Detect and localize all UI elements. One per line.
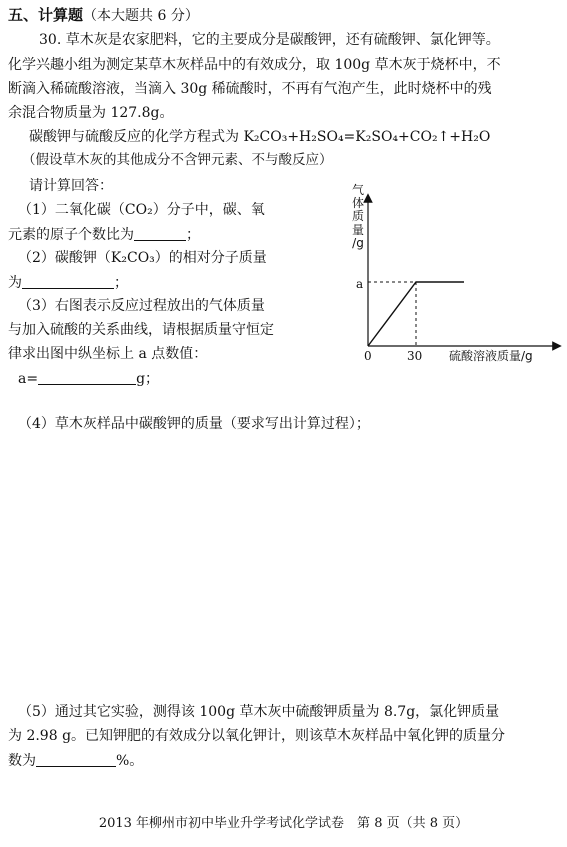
x-axis-label: 硫酸溶液质量/g [449, 349, 533, 363]
part-3-answer-blank[interactable] [38, 371, 136, 385]
part-2-line-2: 为 ； [8, 275, 128, 291]
equation-line: 碳酸钾与硫酸反应的化学方程式为 K₂CO₃+H₂SO₄=K₂SO₄+CO₂↑+H₂O [29, 129, 491, 145]
question-intro-line-1: 30. 草木灰是农家肥料，它的主要成分是碳酸钾，还有硫酸钾、氯化钾等。 [39, 32, 500, 48]
part-1-line-2: 元素的原子个数比为 ； [8, 227, 200, 243]
x-tick-label-30: 30 [407, 349, 423, 363]
page-footer: 2013 年柳州市初中毕业升学考试化学试卷 第 8 页（共 8 页） [98, 816, 469, 831]
chemical-equation: K₂CO₃+H₂SO₄=K₂SO₄+CO₂↑+H₂O [243, 129, 491, 145]
x-origin-label: 0 [364, 349, 372, 363]
part-1-line-1: （1）二氧化碳（CO₂）分子中，碳、氧 [18, 202, 265, 218]
part-3-line-1: （3）右图表示反应过程放出的气体质量 [18, 298, 265, 314]
assumption-note: （假设草木灰的其他成分不含钾元素、不与酸反应） [22, 152, 333, 168]
question-intro-line-3: 断滴入稀硫酸溶液，当滴入 30g 稀硫酸时，不再有气泡产生，此时烧杯中的残 [8, 81, 492, 97]
question-number: 30. [39, 32, 62, 48]
part-5-answer-blank[interactable] [36, 753, 116, 767]
part-5-line-3: 数为 %。 [8, 753, 144, 769]
part-3-line-2: 与加入硫酸的关系曲线，请根据质量守恒定 [8, 322, 274, 338]
answer-prompt: 请计算回答： [29, 178, 113, 194]
y-axis-label: 气 体 质 量 /g [351, 183, 364, 250]
graph-canvas [337, 184, 565, 366]
part-1-answer-blank[interactable] [134, 227, 186, 241]
part-4-text: （4）草木灰样品中碳酸钾的质量（要求写出计算过程）； [18, 416, 370, 432]
part-2-line-1: （2）碳酸钾（K₂CO₃）的相对分子质量 [18, 250, 267, 266]
part-3-line-3: 律求出图中纵坐标上 a 点数值： [8, 346, 208, 362]
part-5-line-2: 为 2.98 g。已知钾肥的有效成分以氧化钾计，则该草木灰样品中氧化钾的质量分 [8, 728, 506, 744]
gas-mass-graph [337, 184, 565, 366]
part-5-line-1: （5）通过其它实验，测得该 100g 草木灰中硫酸钾质量为 8.7g，氯化钾质量 [18, 704, 500, 720]
section-heading: 五、计算题（本大题共 6 分） [8, 6, 199, 24]
question-intro-line-4: 余混合物质量为 127.8g。 [8, 105, 174, 121]
question-intro-line-2: 化学兴趣小组为测定某草木灰样品中的有效成分，取 100g 草木灰于烧杯中，不 [8, 57, 501, 73]
y-tick-label-a: a [356, 277, 364, 291]
part-3-answer: a= g； [18, 371, 160, 387]
part-2-answer-blank[interactable] [22, 275, 114, 289]
